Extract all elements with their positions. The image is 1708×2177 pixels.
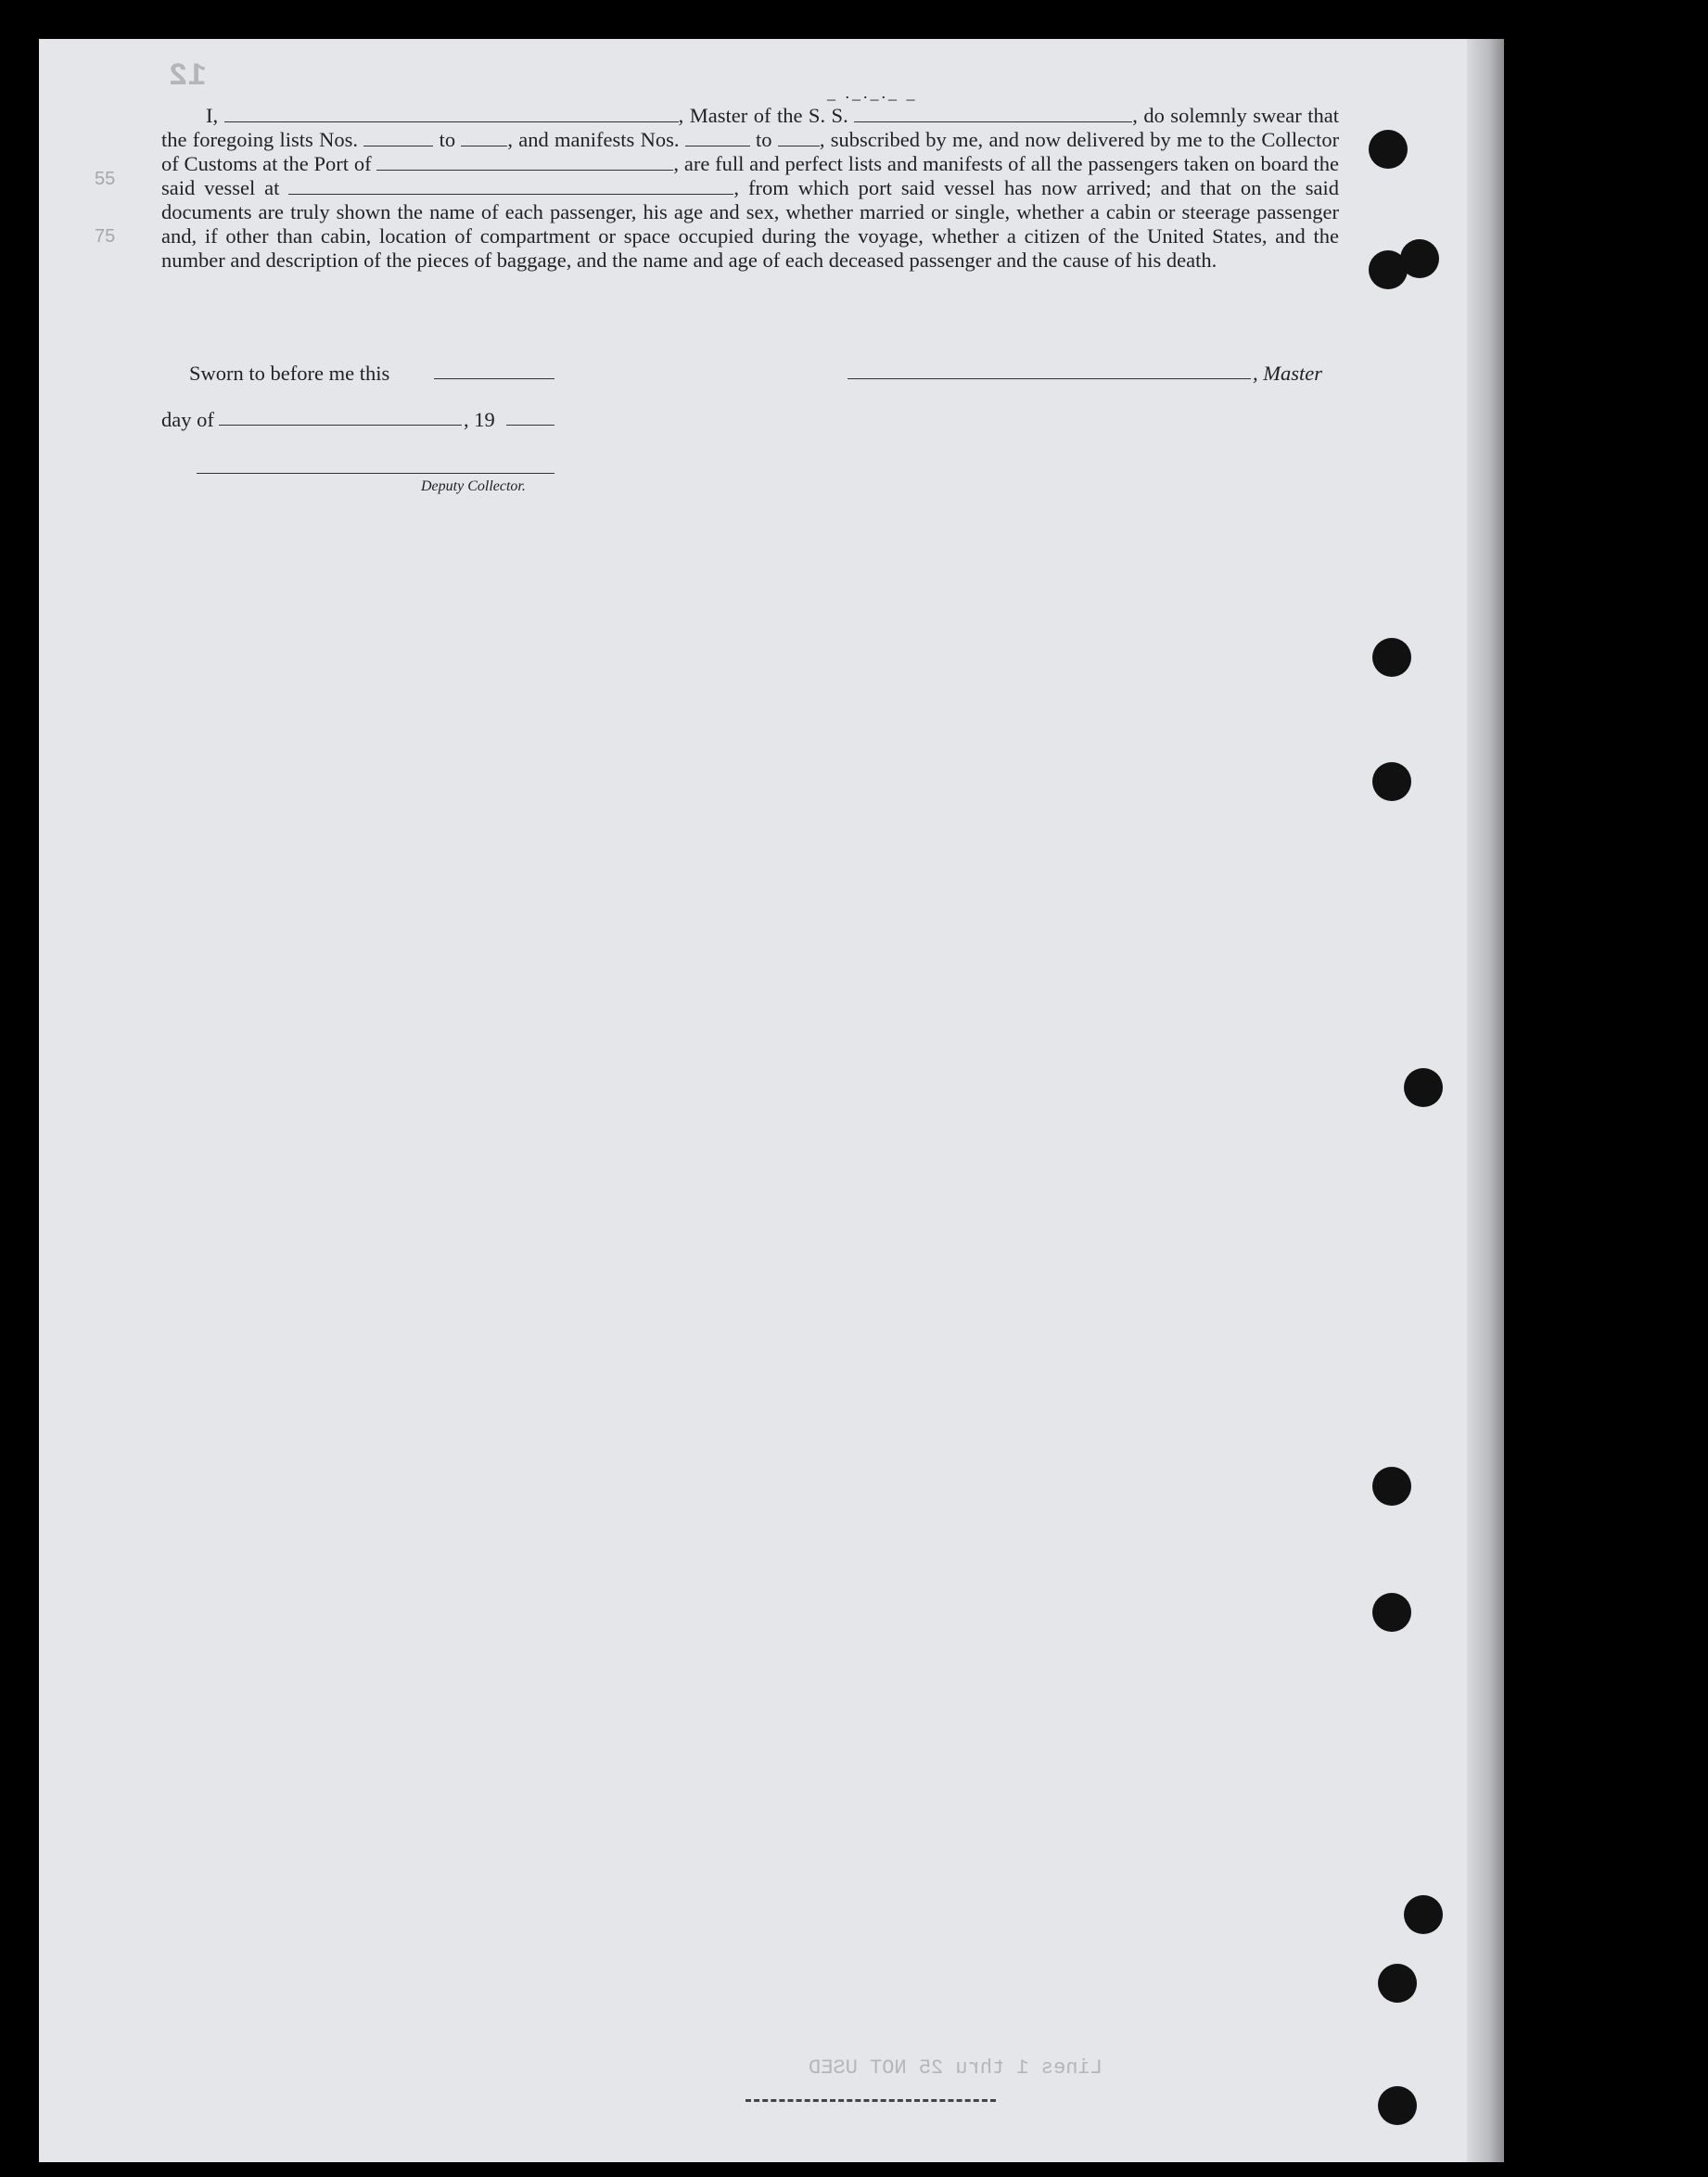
oath-to-1: to	[439, 128, 456, 151]
bottom-ghost-text: Lines 1 thru 25 NOT USED	[809, 2056, 1103, 2080]
oath-word-i: I,	[206, 104, 219, 127]
oath-master-of: , Master of the S. S.	[678, 104, 848, 127]
oath-to-2: to	[756, 128, 772, 151]
dashed-line	[746, 2099, 996, 2102]
document-page	[39, 39, 1467, 2162]
master-signature-line[interactable]	[848, 378, 1251, 379]
day-of-label: day of	[161, 408, 214, 431]
manifest-to-line[interactable]	[778, 129, 820, 146]
punch-hole	[1404, 1068, 1443, 1107]
oath-subscribed: , subscribed by me, and now delivered by me to the Collector of Customs at the Port of	[161, 128, 1340, 175]
margin-number-2: 75	[95, 226, 116, 247]
ghost-page-number: 12	[169, 59, 207, 95]
oath-and-manifests: , and manifests Nos.	[507, 128, 680, 151]
manifest-from-line[interactable]	[685, 129, 750, 146]
master-label: , Master	[1253, 362, 1322, 385]
punch-hole	[1378, 2086, 1417, 2125]
list-from-line[interactable]	[363, 129, 433, 146]
deputy-collector-label: Deputy Collector.	[421, 478, 526, 494]
sworn-date-line[interactable]	[434, 378, 554, 379]
year-line[interactable]	[506, 425, 554, 426]
deputy-signature-line[interactable]	[197, 473, 554, 474]
punch-hole	[1372, 1467, 1411, 1506]
punch-hole	[1369, 130, 1408, 169]
oath-from-which: , from which port said vessel has now arrived; and that on the said documents are truly shown the name of each passenger, his age and sex, whether married or single, whether a cabin or steerage passenger and, if other than cabin, location of compartment or space occupied during the voyage, whether a citizen of the United States, and the number and description of the pieces of baggage, and the name and age of each deceased passenger and the cause of his death.	[161, 176, 1340, 272]
oath-paragraph	[161, 104, 1339, 273]
sworn-label: Sworn to before me this	[189, 362, 390, 385]
punch-hole	[1372, 762, 1411, 801]
year-prefix: , 19	[464, 408, 495, 431]
port-line[interactable]	[376, 153, 673, 171]
day-of-line[interactable]	[219, 425, 462, 426]
punch-hole	[1372, 638, 1411, 677]
punch-hole	[1400, 239, 1439, 278]
oath-are-full: , are full and perfect lists and manifests of all the passengers taken on board the said vessel at	[161, 152, 1340, 199]
list-to-line[interactable]	[461, 129, 507, 146]
master-name-line[interactable]	[224, 105, 679, 122]
oath-do-solemnly: , do solemnly swear that the foregoing lists Nos.	[161, 104, 1340, 151]
header-marks: _ ._._._ _	[827, 83, 918, 102]
punch-hole	[1378, 1964, 1417, 2003]
page-edge	[1467, 39, 1504, 2162]
punch-hole	[1372, 1593, 1411, 1632]
punch-hole	[1404, 1895, 1443, 1934]
ship-name-line[interactable]	[854, 105, 1132, 122]
margin-number-1: 55	[95, 169, 116, 189]
embark-port-line[interactable]	[288, 177, 733, 195]
